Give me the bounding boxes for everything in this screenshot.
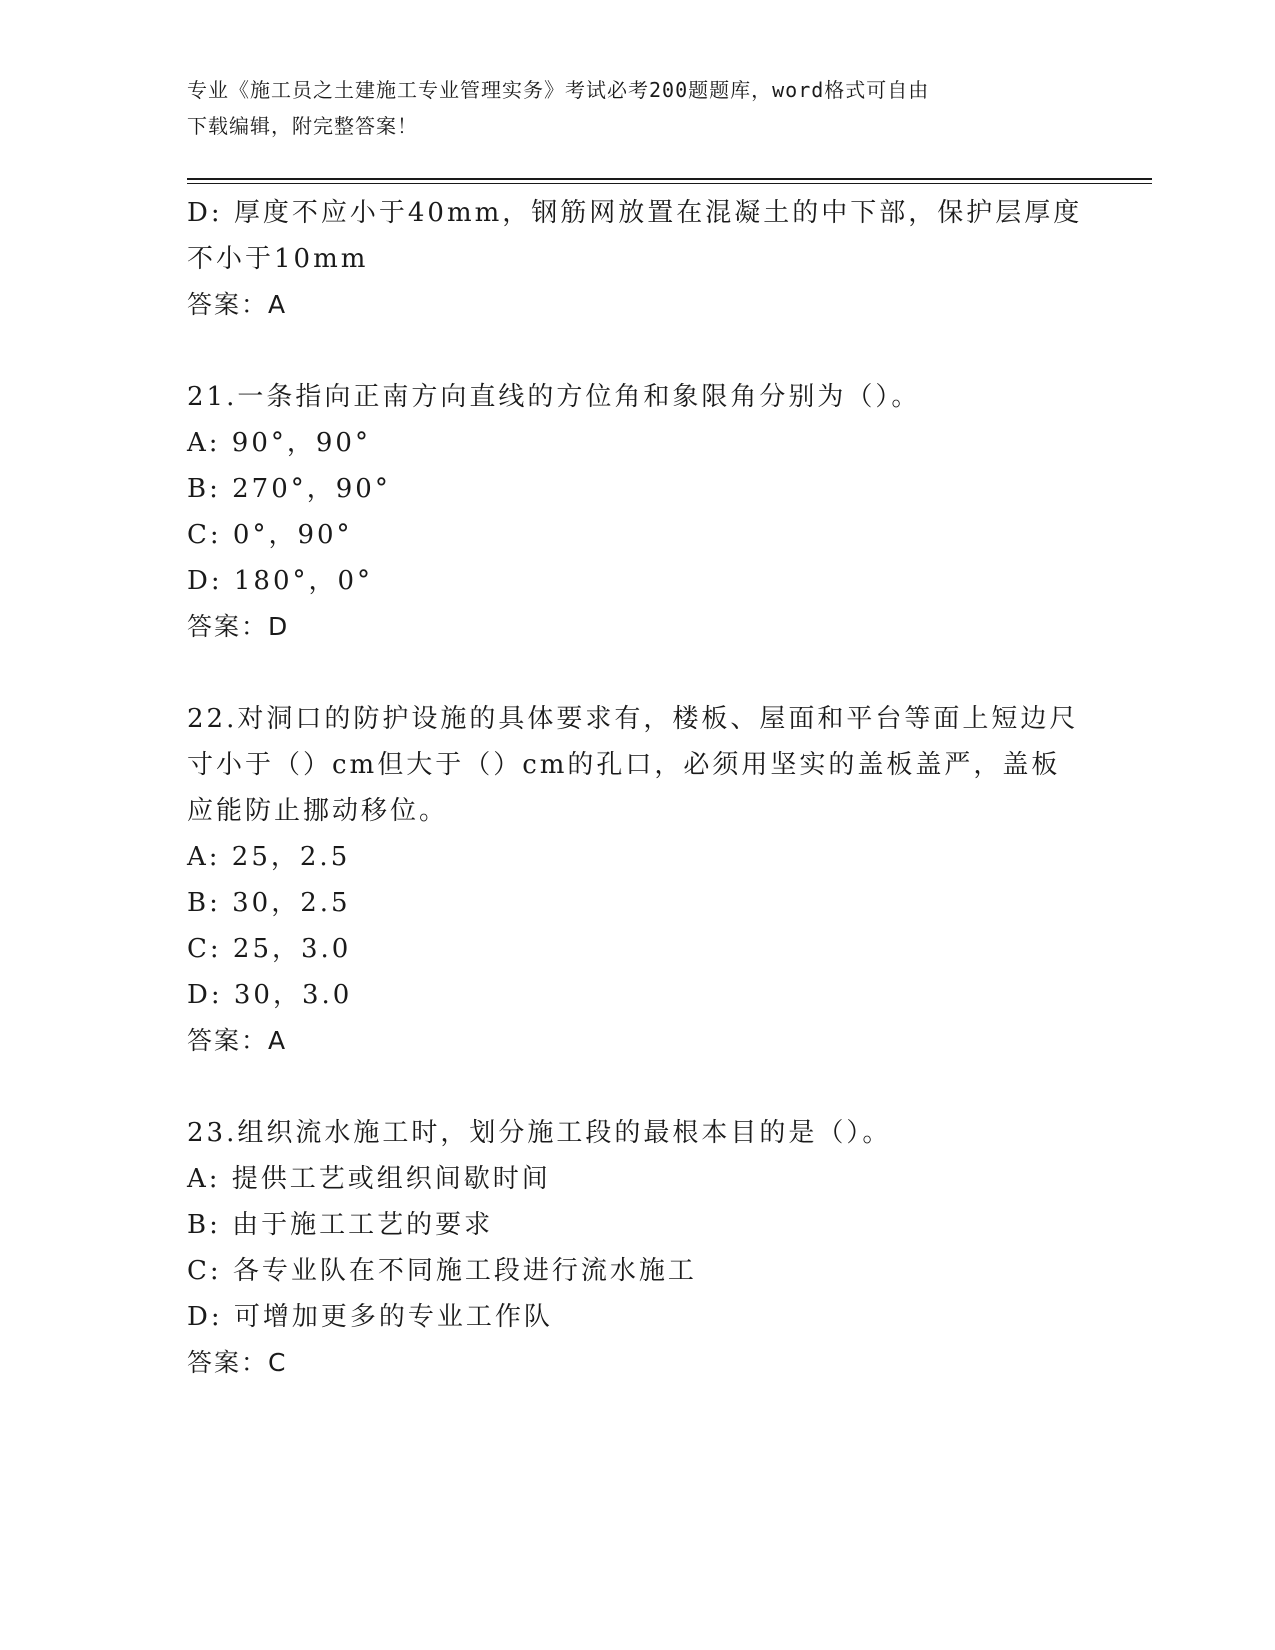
header-divider-thick bbox=[187, 178, 1152, 180]
option-c: C: 各专业队在不同施工段进行流水施工 bbox=[187, 1256, 697, 1286]
option-b: B: 270°，90° bbox=[187, 474, 391, 504]
header-line-1: 专业《施工员之土建施工专业管理实务》考试必考200题题库，word格式可自由 bbox=[187, 78, 930, 102]
question-21 bbox=[187, 374, 1087, 650]
question-23 bbox=[187, 1110, 1087, 1386]
option-b: B: 由于施工工艺的要求 bbox=[187, 1210, 494, 1240]
question-22 bbox=[187, 696, 1087, 1064]
answer-line: 答案：A bbox=[187, 290, 288, 319]
option-a: A: 提供工艺或组织间歇时间 bbox=[187, 1164, 551, 1194]
option-c: C: 0°，90° bbox=[187, 520, 353, 550]
answer-line: 答案：D bbox=[187, 612, 290, 641]
option-d: D: 30，3.0 bbox=[187, 980, 353, 1010]
header-divider-thin bbox=[187, 183, 1152, 184]
document-header bbox=[187, 72, 1067, 144]
document-body bbox=[187, 190, 1087, 1386]
spacer bbox=[187, 650, 1087, 696]
answer-line: 答案：C bbox=[187, 1348, 288, 1377]
question-text: 23.组织流水施工时，划分施工段的最根本目的是（）。 bbox=[187, 1118, 892, 1148]
spacer bbox=[187, 1064, 1087, 1110]
option-a: A: 90°，90° bbox=[187, 428, 371, 458]
answer-line: 答案：A bbox=[187, 1026, 288, 1055]
option-d: D: 可增加更多的专业工作队 bbox=[187, 1302, 553, 1332]
option-d: D: 180°，0° bbox=[187, 566, 374, 596]
option-b: B: 30，2.5 bbox=[187, 888, 351, 918]
header-line-2: 下载编辑，附完整答案！ bbox=[187, 114, 418, 138]
spacer bbox=[187, 328, 1087, 374]
previous-question-tail bbox=[187, 190, 1087, 328]
option-d: D: 厚度不应小于40mm，钢筋网放置在混凝土的中下部，保护层厚度不小于10mm bbox=[187, 198, 1083, 274]
option-a: A: 25，2.5 bbox=[187, 842, 351, 872]
question-text: 21.一条指向正南方向直线的方位角和象限角分别为（）。 bbox=[187, 382, 921, 412]
option-c: C: 25，3.0 bbox=[187, 934, 352, 964]
question-text: 22.对洞口的防护设施的具体要求有，楼板、屋面和平台等面上短边尺寸小于（）cm但大于（）cm的孔口，必须用坚实的盖板盖严，盖板应能防止挪动移位。 bbox=[187, 704, 1079, 826]
